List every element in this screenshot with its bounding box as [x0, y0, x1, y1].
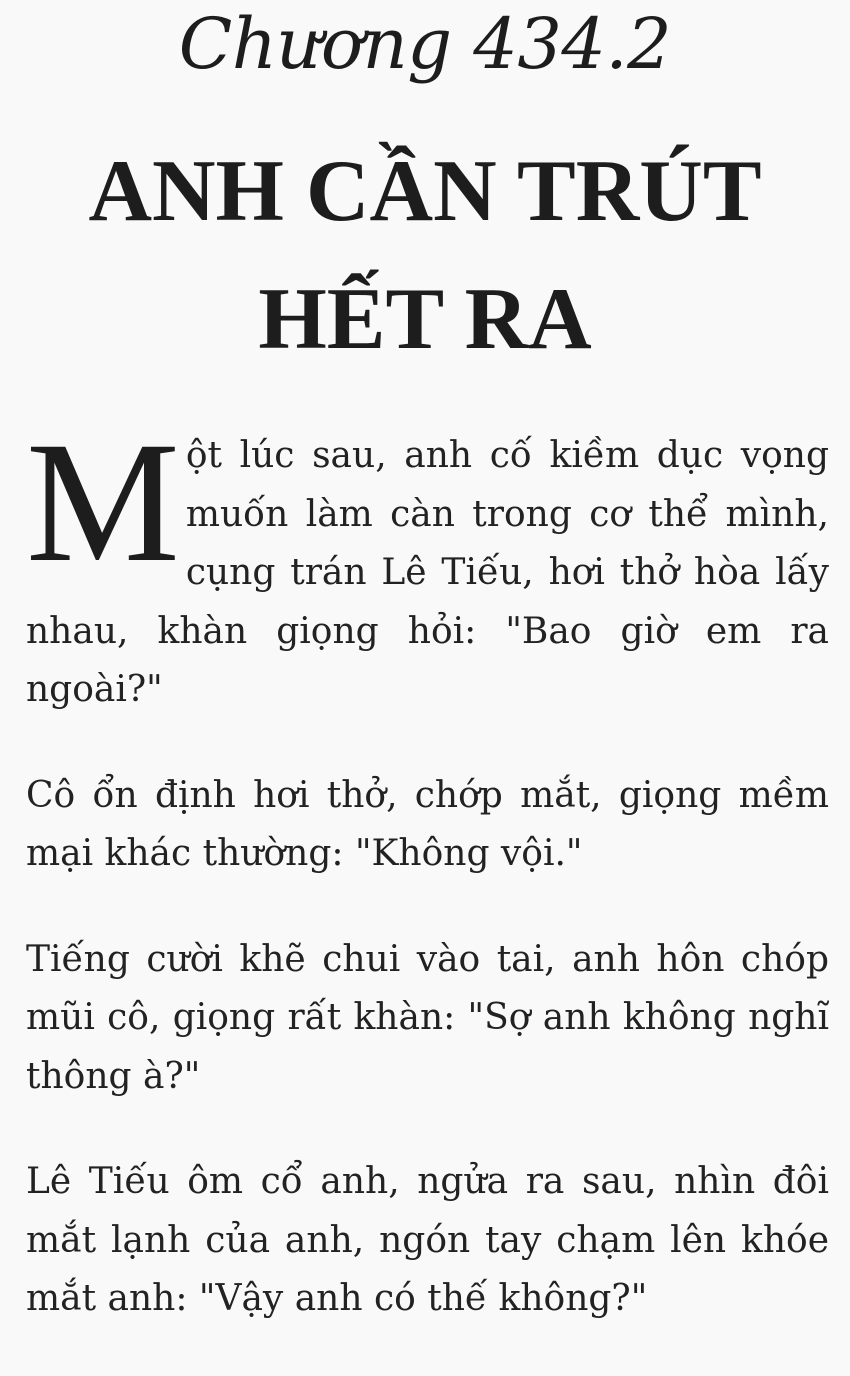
paragraph-text: Tiếng cười khẽ chui vào tai, anh hôn chóp mũi cô, giọng rất khàn: "Sợ anh không nghĩ thông à?"	[26, 938, 829, 1097]
paragraph	[26, 767, 829, 884]
chapter-title: ANH CẦN TRÚT HẾT RA	[88, 143, 762, 368]
chapter-number: Chương 434.2	[178, 3, 672, 85]
paragraph	[26, 1153, 829, 1329]
paragraph	[26, 407, 829, 720]
paragraph	[26, 931, 829, 1107]
chapter-body	[26, 407, 829, 1376]
paragraph-text: ột lúc sau, anh cố kiềm dục vọng muốn làm càn trong cơ thể mình, cụng trán Lê Tiếu, hơi thở hòa lấy nhau, khàn giọng hỏi: "Bao giờ em ra ngoài?"	[26, 435, 829, 710]
paragraph-text: Lê Tiếu ôm cổ anh, ngửa ra sau, nhìn đôi mắt lạnh của anh, ngón tay chạm lên khóe mắt anh: "Vậy anh có thế không?"	[26, 1161, 829, 1319]
paragraph-text: Cô ổn định hơi thở, chớp mắt, giọng mềm mại khác thường: "Không vội."	[26, 774, 829, 874]
drop-cap: M	[26, 407, 180, 598]
